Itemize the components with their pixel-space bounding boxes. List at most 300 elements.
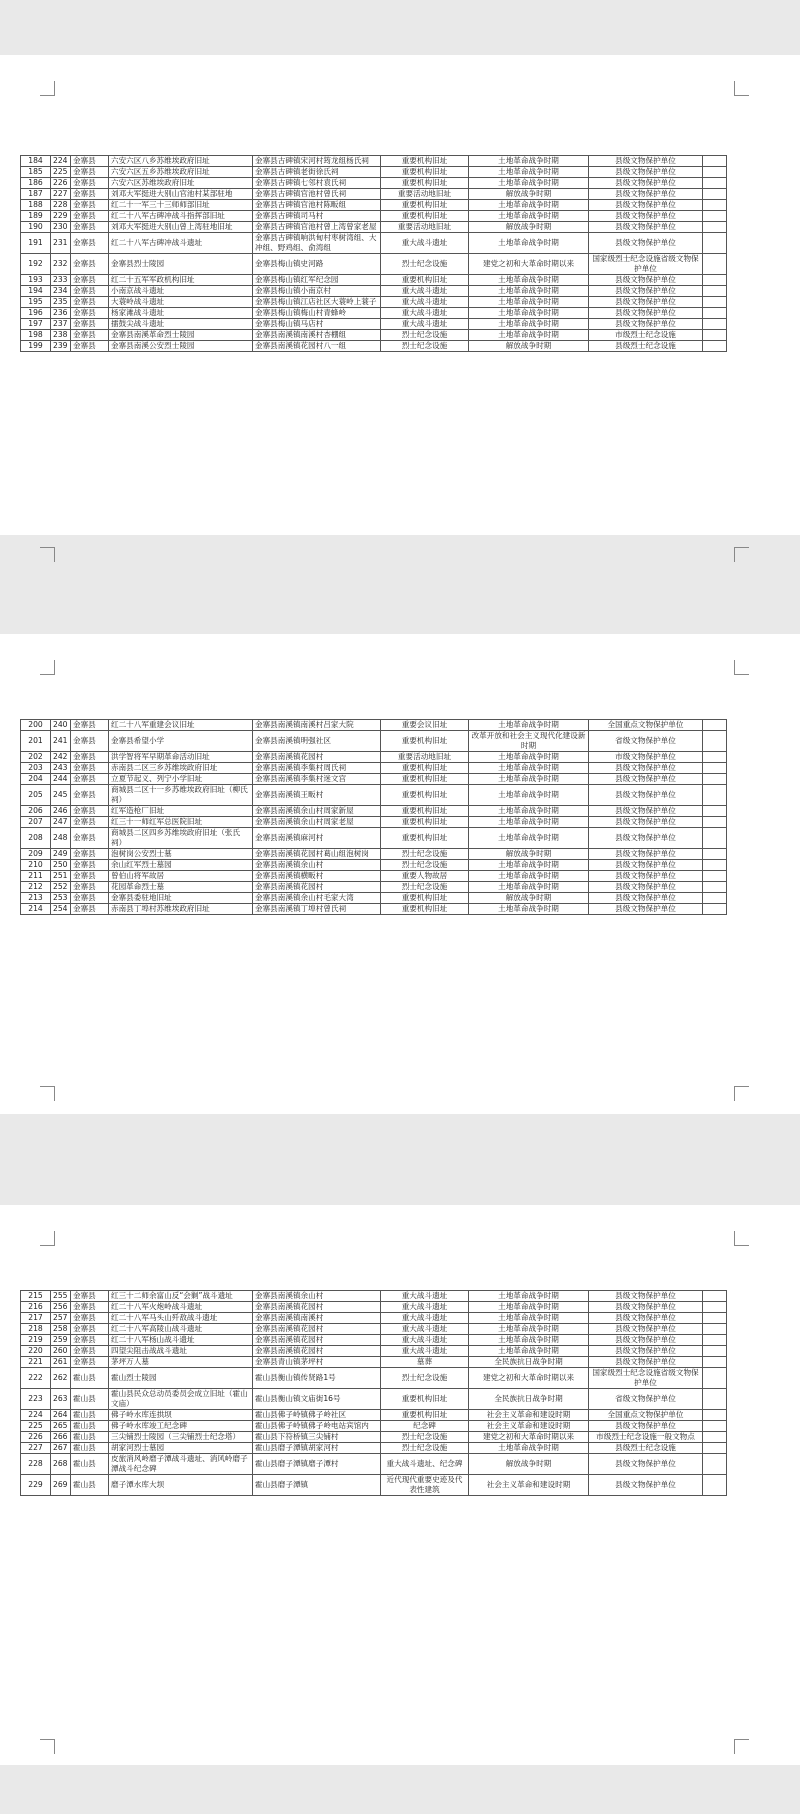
row-number-cell: 184	[21, 156, 51, 167]
protection-level-cell: 县级文物保护单位	[589, 893, 703, 904]
table-row	[21, 319, 727, 330]
county-cell: 金寨县	[71, 1335, 109, 1346]
county-cell: 霍山县	[71, 1421, 109, 1432]
site-name-cell: 余山红军烈士墓园	[109, 860, 253, 871]
category-cell: 重大战斗遗址	[381, 319, 469, 330]
site-name-cell: 金寨县希望小学	[109, 731, 253, 752]
original-number-cell: 228	[51, 200, 71, 211]
location-cell: 金寨县古碑镇老街徐氏祠	[253, 167, 381, 178]
site-name-cell: 六安六区八乡苏维埃政府旧址	[109, 156, 253, 167]
blank-cell	[703, 1443, 727, 1454]
category-cell: 烈士纪念设施	[381, 882, 469, 893]
category-cell: 重大战斗遗址	[381, 286, 469, 297]
location-cell: 金寨县古碑镇宋河村筠龙组杨氏祠	[253, 156, 381, 167]
county-cell: 金寨县	[71, 275, 109, 286]
category-cell: 烈士纪念设施	[381, 1368, 469, 1389]
county-cell: 金寨县	[71, 308, 109, 319]
site-name-cell: 赤南县丁埠村苏维埃政府旧址	[109, 904, 253, 915]
table-row	[21, 893, 727, 904]
period-cell: 解放战争时期	[469, 222, 589, 233]
table-row	[21, 167, 727, 178]
table-row	[21, 752, 727, 763]
table-row	[21, 785, 727, 806]
period-cell: 解放战争时期	[469, 189, 589, 200]
row-number-cell: 187	[21, 189, 51, 200]
category-cell: 重要机构旧址	[381, 200, 469, 211]
original-number-cell: 249	[51, 849, 71, 860]
period-cell: 土地革命战争时期	[469, 871, 589, 882]
protection-level-cell: 全国重点文物保护单位	[589, 1410, 703, 1421]
category-cell: 重要机构旧址	[381, 817, 469, 828]
location-cell: 金寨县古碑镇官池村陈畈组	[253, 200, 381, 211]
location-cell: 霍山县佛子岭镇佛子岭电站宾馆内	[253, 1421, 381, 1432]
original-number-cell: 262	[51, 1368, 71, 1389]
period-cell: 建党之初和大革命时期以来	[469, 1432, 589, 1443]
row-number-cell: 217	[21, 1313, 51, 1324]
blank-cell	[703, 330, 727, 341]
county-cell: 金寨县	[71, 167, 109, 178]
category-cell: 重要机构旧址	[381, 828, 469, 849]
location-cell: 金寨县南溪镇李集村周氏祠	[253, 763, 381, 774]
county-cell: 金寨县	[71, 882, 109, 893]
category-cell: 重大战斗遗址	[381, 1346, 469, 1357]
original-number-cell: 237	[51, 319, 71, 330]
original-number-cell: 252	[51, 882, 71, 893]
location-cell: 金寨县南溪镇余山村周家新屋	[253, 806, 381, 817]
period-cell: 土地革命战争时期	[469, 200, 589, 211]
location-cell: 金寨县青山镇茅坪村	[253, 1357, 381, 1368]
protection-level-cell: 县级文物保护单位	[589, 1475, 703, 1496]
site-name-cell: 霍山烈士陵园	[109, 1368, 253, 1389]
table-row	[21, 828, 727, 849]
blank-cell	[703, 882, 727, 893]
location-cell: 金寨县南溪镇横畈村	[253, 871, 381, 882]
category-cell: 重要会议旧址	[381, 720, 469, 731]
site-name-cell: 金寨县烈士陵园	[109, 254, 253, 275]
original-number-cell: 267	[51, 1443, 71, 1454]
category-cell: 重大战斗遗址	[381, 297, 469, 308]
protection-level-cell: 市级烈士纪念设施	[589, 330, 703, 341]
category-cell: 烈士纪念设施	[381, 860, 469, 871]
blank-cell	[703, 156, 727, 167]
site-name-cell: 红二十八军杨山战斗遗址	[109, 1335, 253, 1346]
location-cell: 金寨县南溪镇花园村	[253, 1335, 381, 1346]
site-name-cell: 大蓑岭战斗遗址	[109, 297, 253, 308]
row-number-cell: 229	[21, 1475, 51, 1496]
location-cell: 金寨县南溪镇南溪村杏棚组	[253, 330, 381, 341]
original-number-cell: 246	[51, 806, 71, 817]
location-cell: 霍山县磨子潭镇	[253, 1475, 381, 1496]
location-cell: 金寨县南溪镇花园村	[253, 1324, 381, 1335]
protection-level-cell: 县级烈士纪念设施	[589, 341, 703, 352]
protection-level-cell: 县级文物保护单位	[589, 222, 703, 233]
county-cell: 金寨县	[71, 319, 109, 330]
location-cell: 金寨县梅山镇红军纪念园	[253, 275, 381, 286]
row-number-cell: 188	[21, 200, 51, 211]
table-row	[21, 1313, 727, 1324]
period-cell: 改革开放和社会主义现代化建设新时期	[469, 731, 589, 752]
county-cell: 金寨县	[71, 189, 109, 200]
row-number-cell: 192	[21, 254, 51, 275]
site-name-cell: 红二十五军军政机构旧址	[109, 275, 253, 286]
original-number-cell: 257	[51, 1313, 71, 1324]
period-cell: 土地革命战争时期	[469, 233, 589, 254]
protection-level-cell: 县级文物保护单位	[589, 849, 703, 860]
site-name-cell: 红二十八军古碑冲战斗指挥部旧址	[109, 211, 253, 222]
original-number-cell: 226	[51, 178, 71, 189]
category-cell: 烈士纪念设施	[381, 849, 469, 860]
protection-level-cell: 县级文物保护单位	[589, 904, 703, 915]
period-cell: 土地革命战争时期	[469, 817, 589, 828]
period-cell: 土地革命战争时期	[469, 319, 589, 330]
site-name-cell: 立夏节起义、列宁小学旧址	[109, 774, 253, 785]
county-cell: 霍山县	[71, 1410, 109, 1421]
row-number-cell: 214	[21, 904, 51, 915]
table-row	[21, 817, 727, 828]
category-cell: 重要机构旧址	[381, 806, 469, 817]
row-number-cell: 195	[21, 297, 51, 308]
location-cell: 金寨县南溪镇余山村	[253, 1291, 381, 1302]
row-number-cell: 200	[21, 720, 51, 731]
original-number-cell: 240	[51, 720, 71, 731]
county-cell: 金寨县	[71, 178, 109, 189]
county-cell: 霍山县	[71, 1443, 109, 1454]
original-number-cell: 247	[51, 817, 71, 828]
table-row	[21, 156, 727, 167]
category-cell: 重要机构旧址	[381, 1389, 469, 1410]
protection-level-cell: 县级文物保护单位	[589, 1324, 703, 1335]
county-cell: 金寨县	[71, 1302, 109, 1313]
blank-cell	[703, 904, 727, 915]
original-number-cell: 236	[51, 308, 71, 319]
category-cell: 烈士纪念设施	[381, 1432, 469, 1443]
original-number-cell: 244	[51, 774, 71, 785]
original-number-cell: 251	[51, 871, 71, 882]
table-row	[21, 882, 727, 893]
period-cell: 土地革命战争时期	[469, 1291, 589, 1302]
category-cell: 重要机构旧址	[381, 763, 469, 774]
blank-cell	[703, 178, 727, 189]
original-number-cell: 239	[51, 341, 71, 352]
crop-mark	[734, 660, 749, 675]
original-number-cell: 224	[51, 156, 71, 167]
row-number-cell: 198	[21, 330, 51, 341]
blank-cell	[703, 849, 727, 860]
table-row	[21, 806, 727, 817]
location-cell: 金寨县南溪镇明强社区	[253, 731, 381, 752]
blank-cell	[703, 211, 727, 222]
category-cell: 重大战斗遗址	[381, 1302, 469, 1313]
protection-level-cell: 县级文物保护单位	[589, 871, 703, 882]
period-cell: 土地革命战争时期	[469, 904, 589, 915]
row-number-cell: 216	[21, 1302, 51, 1313]
protection-level-cell: 省级文物保护单位	[589, 1389, 703, 1410]
original-number-cell: 263	[51, 1389, 71, 1410]
heritage-table	[20, 719, 727, 915]
crop-mark	[40, 81, 55, 96]
period-cell: 土地革命战争时期	[469, 720, 589, 731]
county-cell: 金寨县	[71, 860, 109, 871]
period-cell: 土地革命战争时期	[469, 330, 589, 341]
row-number-cell: 222	[21, 1368, 51, 1389]
protection-level-cell: 县级文物保护单位	[589, 167, 703, 178]
row-number-cell: 186	[21, 178, 51, 189]
original-number-cell: 230	[51, 222, 71, 233]
table-row	[21, 731, 727, 752]
blank-cell	[703, 275, 727, 286]
protection-level-cell: 县级文物保护单位	[589, 1454, 703, 1475]
category-cell: 烈士纪念设施	[381, 341, 469, 352]
category-cell: 重大战斗遗址	[381, 233, 469, 254]
protection-level-cell: 县级文物保护单位	[589, 211, 703, 222]
category-cell: 重要机构旧址	[381, 211, 469, 222]
site-name-cell: 红军造枪厂旧址	[109, 806, 253, 817]
county-cell: 金寨县	[71, 1357, 109, 1368]
blank-cell	[703, 297, 727, 308]
row-number-cell: 227	[21, 1443, 51, 1454]
row-number-cell: 197	[21, 319, 51, 330]
site-name-cell: 赤南县二区三乡苏维埃政府旧址	[109, 763, 253, 774]
heritage-table	[20, 155, 727, 352]
period-cell: 土地革命战争时期	[469, 763, 589, 774]
original-number-cell: 261	[51, 1357, 71, 1368]
blank-cell	[703, 828, 727, 849]
table-row	[21, 286, 727, 297]
county-cell: 霍山县	[71, 1368, 109, 1389]
county-cell: 金寨县	[71, 286, 109, 297]
county-cell: 金寨县	[71, 893, 109, 904]
location-cell: 金寨县南溪镇麻河村	[253, 828, 381, 849]
original-number-cell: 232	[51, 254, 71, 275]
category-cell: 重要人物故居	[381, 871, 469, 882]
site-name-cell: 刘邓大军挺进大别山曾上湾驻地旧址	[109, 222, 253, 233]
site-name-cell: 金寨县南溪公安烈士陵园	[109, 341, 253, 352]
category-cell: 重要机构旧址	[381, 275, 469, 286]
table-row	[21, 774, 727, 785]
table-row	[21, 1410, 727, 1421]
location-cell: 金寨县南溪镇南溪村	[253, 1313, 381, 1324]
location-cell: 金寨县梅山镇江店社区大蓑岭上蓑子	[253, 297, 381, 308]
protection-level-cell: 县级文物保护单位	[589, 200, 703, 211]
original-number-cell: 233	[51, 275, 71, 286]
county-cell: 霍山县	[71, 1454, 109, 1475]
county-cell: 金寨县	[71, 731, 109, 752]
category-cell: 重要活动地旧址	[381, 222, 469, 233]
row-number-cell: 215	[21, 1291, 51, 1302]
original-number-cell: 258	[51, 1324, 71, 1335]
table-row	[21, 297, 727, 308]
blank-cell	[703, 1302, 727, 1313]
row-number-cell: 185	[21, 167, 51, 178]
category-cell: 重要机构旧址	[381, 785, 469, 806]
site-name-cell: 泡树岗公安烈士墓	[109, 849, 253, 860]
table-row	[21, 1324, 727, 1335]
location-cell: 金寨县南溪镇花园村	[253, 752, 381, 763]
table-row	[21, 189, 727, 200]
blank-cell	[703, 1421, 727, 1432]
county-cell: 霍山县	[71, 1475, 109, 1496]
row-number-cell: 224	[21, 1410, 51, 1421]
row-number-cell: 203	[21, 763, 51, 774]
crop-mark	[40, 660, 55, 675]
protection-level-cell: 市级文物保护单位	[589, 752, 703, 763]
table-row	[21, 1443, 727, 1454]
county-cell: 金寨县	[71, 211, 109, 222]
protection-level-cell: 县级文物保护单位	[589, 319, 703, 330]
county-cell: 金寨县	[71, 1346, 109, 1357]
row-number-cell: 205	[21, 785, 51, 806]
row-number-cell: 208	[21, 828, 51, 849]
location-cell: 霍山县磨子潭镇胡家河村	[253, 1443, 381, 1454]
table-row	[21, 1389, 727, 1410]
period-cell: 社会主义革命和建设时期	[469, 1475, 589, 1496]
period-cell: 土地革命战争时期	[469, 167, 589, 178]
period-cell: 土地革命战争时期	[469, 297, 589, 308]
blank-cell	[703, 308, 727, 319]
original-number-cell: 227	[51, 189, 71, 200]
blank-cell	[703, 1432, 727, 1443]
period-cell: 土地革命战争时期	[469, 1443, 589, 1454]
period-cell: 土地革命战争时期	[469, 882, 589, 893]
blank-cell	[703, 871, 727, 882]
row-number-cell: 220	[21, 1346, 51, 1357]
category-cell: 重大战斗遗址	[381, 1324, 469, 1335]
table-row	[21, 254, 727, 275]
location-cell: 金寨县南溪镇余山村	[253, 860, 381, 871]
table-row	[21, 1335, 727, 1346]
crop-mark	[734, 547, 749, 562]
row-number-cell: 201	[21, 731, 51, 752]
crop-mark	[734, 1086, 749, 1101]
row-number-cell: 219	[21, 1335, 51, 1346]
original-number-cell: 259	[51, 1335, 71, 1346]
table-row	[21, 1368, 727, 1389]
row-number-cell: 218	[21, 1324, 51, 1335]
original-number-cell: 256	[51, 1302, 71, 1313]
protection-level-cell: 县级文物保护单位	[589, 275, 703, 286]
county-cell: 金寨县	[71, 720, 109, 731]
site-name-cell: 茅坪万人墓	[109, 1357, 253, 1368]
county-cell: 金寨县	[71, 222, 109, 233]
county-cell: 金寨县	[71, 828, 109, 849]
blank-cell	[703, 1368, 727, 1389]
original-number-cell: 266	[51, 1432, 71, 1443]
period-cell: 土地革命战争时期	[469, 752, 589, 763]
protection-level-cell: 国家级烈士纪念设施省级文物保护单位	[589, 1368, 703, 1389]
site-name-cell: 三尖铺烈士陵园（三尖铺烈士纪念塔）	[109, 1432, 253, 1443]
site-name-cell: 商城县二区四乡苏维埃政府旧址（张氏祠）	[109, 828, 253, 849]
period-cell: 土地革命战争时期	[469, 1302, 589, 1313]
category-cell: 烈士纪念设施	[381, 330, 469, 341]
original-number-cell: 235	[51, 297, 71, 308]
table-row	[21, 849, 727, 860]
period-cell: 土地革命战争时期	[469, 275, 589, 286]
table-row	[21, 330, 727, 341]
location-cell: 金寨县南溪镇李集村迷文宫	[253, 774, 381, 785]
location-cell: 金寨县古碑镇官池村曾上湾曾家老屋	[253, 222, 381, 233]
site-name-cell: 曾伯山将军故居	[109, 871, 253, 882]
period-cell: 土地革命战争时期	[469, 156, 589, 167]
period-cell: 土地革命战争时期	[469, 806, 589, 817]
protection-level-cell: 县级文物保护单位	[589, 763, 703, 774]
category-cell: 重要机构旧址	[381, 1410, 469, 1421]
site-name-cell: 六安六区五乡苏维埃政府旧址	[109, 167, 253, 178]
original-number-cell: 248	[51, 828, 71, 849]
category-cell: 重大战斗遗址	[381, 1335, 469, 1346]
table-row	[21, 1454, 727, 1475]
county-cell: 金寨县	[71, 1291, 109, 1302]
site-name-cell: 商城县二区十一乡苏维埃政府旧址（柳氏祠）	[109, 785, 253, 806]
blank-cell	[703, 817, 727, 828]
protection-level-cell: 县级文物保护单位	[589, 1313, 703, 1324]
period-cell: 土地革命战争时期	[469, 785, 589, 806]
table-row	[21, 1421, 727, 1432]
crop-mark	[40, 1739, 55, 1754]
blank-cell	[703, 1410, 727, 1421]
site-name-cell: 金寨县委驻地旧址	[109, 893, 253, 904]
category-cell: 近代现代重要史迹及代表性建筑	[381, 1475, 469, 1496]
protection-level-cell: 县级文物保护单位	[589, 156, 703, 167]
row-number-cell: 190	[21, 222, 51, 233]
location-cell: 金寨县南溪镇花园村葛山组泡树岗	[253, 849, 381, 860]
period-cell: 社会主义革命和建设时期	[469, 1421, 589, 1432]
protection-level-cell: 县级文物保护单位	[589, 1302, 703, 1313]
row-number-cell: 211	[21, 871, 51, 882]
original-number-cell: 269	[51, 1475, 71, 1496]
category-cell: 重大战斗遗址	[381, 1313, 469, 1324]
table-row	[21, 1291, 727, 1302]
blank-cell	[703, 200, 727, 211]
location-cell: 金寨县古碑镇七邻村袁氏祠	[253, 178, 381, 189]
blank-cell	[703, 774, 727, 785]
category-cell: 重要活动地旧址	[381, 752, 469, 763]
period-cell: 解放战争时期	[469, 893, 589, 904]
table-row	[21, 763, 727, 774]
location-cell: 金寨县南溪镇南溪村吕家大院	[253, 720, 381, 731]
table-row	[21, 860, 727, 871]
period-cell: 解放战争时期	[469, 341, 589, 352]
county-cell: 金寨县	[71, 233, 109, 254]
location-cell: 金寨县古碑镇官池村曾氏祠	[253, 189, 381, 200]
period-cell: 土地革命战争时期	[469, 178, 589, 189]
blank-cell	[703, 1313, 727, 1324]
original-number-cell: 264	[51, 1410, 71, 1421]
row-number-cell: 210	[21, 860, 51, 871]
location-cell: 金寨县南溪镇丁埠村曾氏祠	[253, 904, 381, 915]
table-row	[21, 211, 727, 222]
original-number-cell: 260	[51, 1346, 71, 1357]
table-row	[21, 1302, 727, 1313]
category-cell: 重要机构旧址	[381, 904, 469, 915]
category-cell: 纪念碑	[381, 1421, 469, 1432]
original-number-cell: 250	[51, 860, 71, 871]
site-name-cell: 金寨县南溪革命烈士陵园	[109, 330, 253, 341]
blank-cell	[703, 233, 727, 254]
site-name-cell: 佛子岭水库连拱坝	[109, 1410, 253, 1421]
site-name-cell: 小南京战斗遗址	[109, 286, 253, 297]
county-cell: 金寨县	[71, 341, 109, 352]
table-row	[21, 1432, 727, 1443]
location-cell: 霍山县衡山镇传贤路1号	[253, 1368, 381, 1389]
category-cell: 重要机构旧址	[381, 893, 469, 904]
blank-cell	[703, 319, 727, 330]
original-number-cell: 234	[51, 286, 71, 297]
site-name-cell: 磨子潭水库大坝	[109, 1475, 253, 1496]
table-row	[21, 871, 727, 882]
original-number-cell: 265	[51, 1421, 71, 1432]
blank-cell	[703, 720, 727, 731]
site-name-cell: 红二十八军重建会议旧址	[109, 720, 253, 731]
